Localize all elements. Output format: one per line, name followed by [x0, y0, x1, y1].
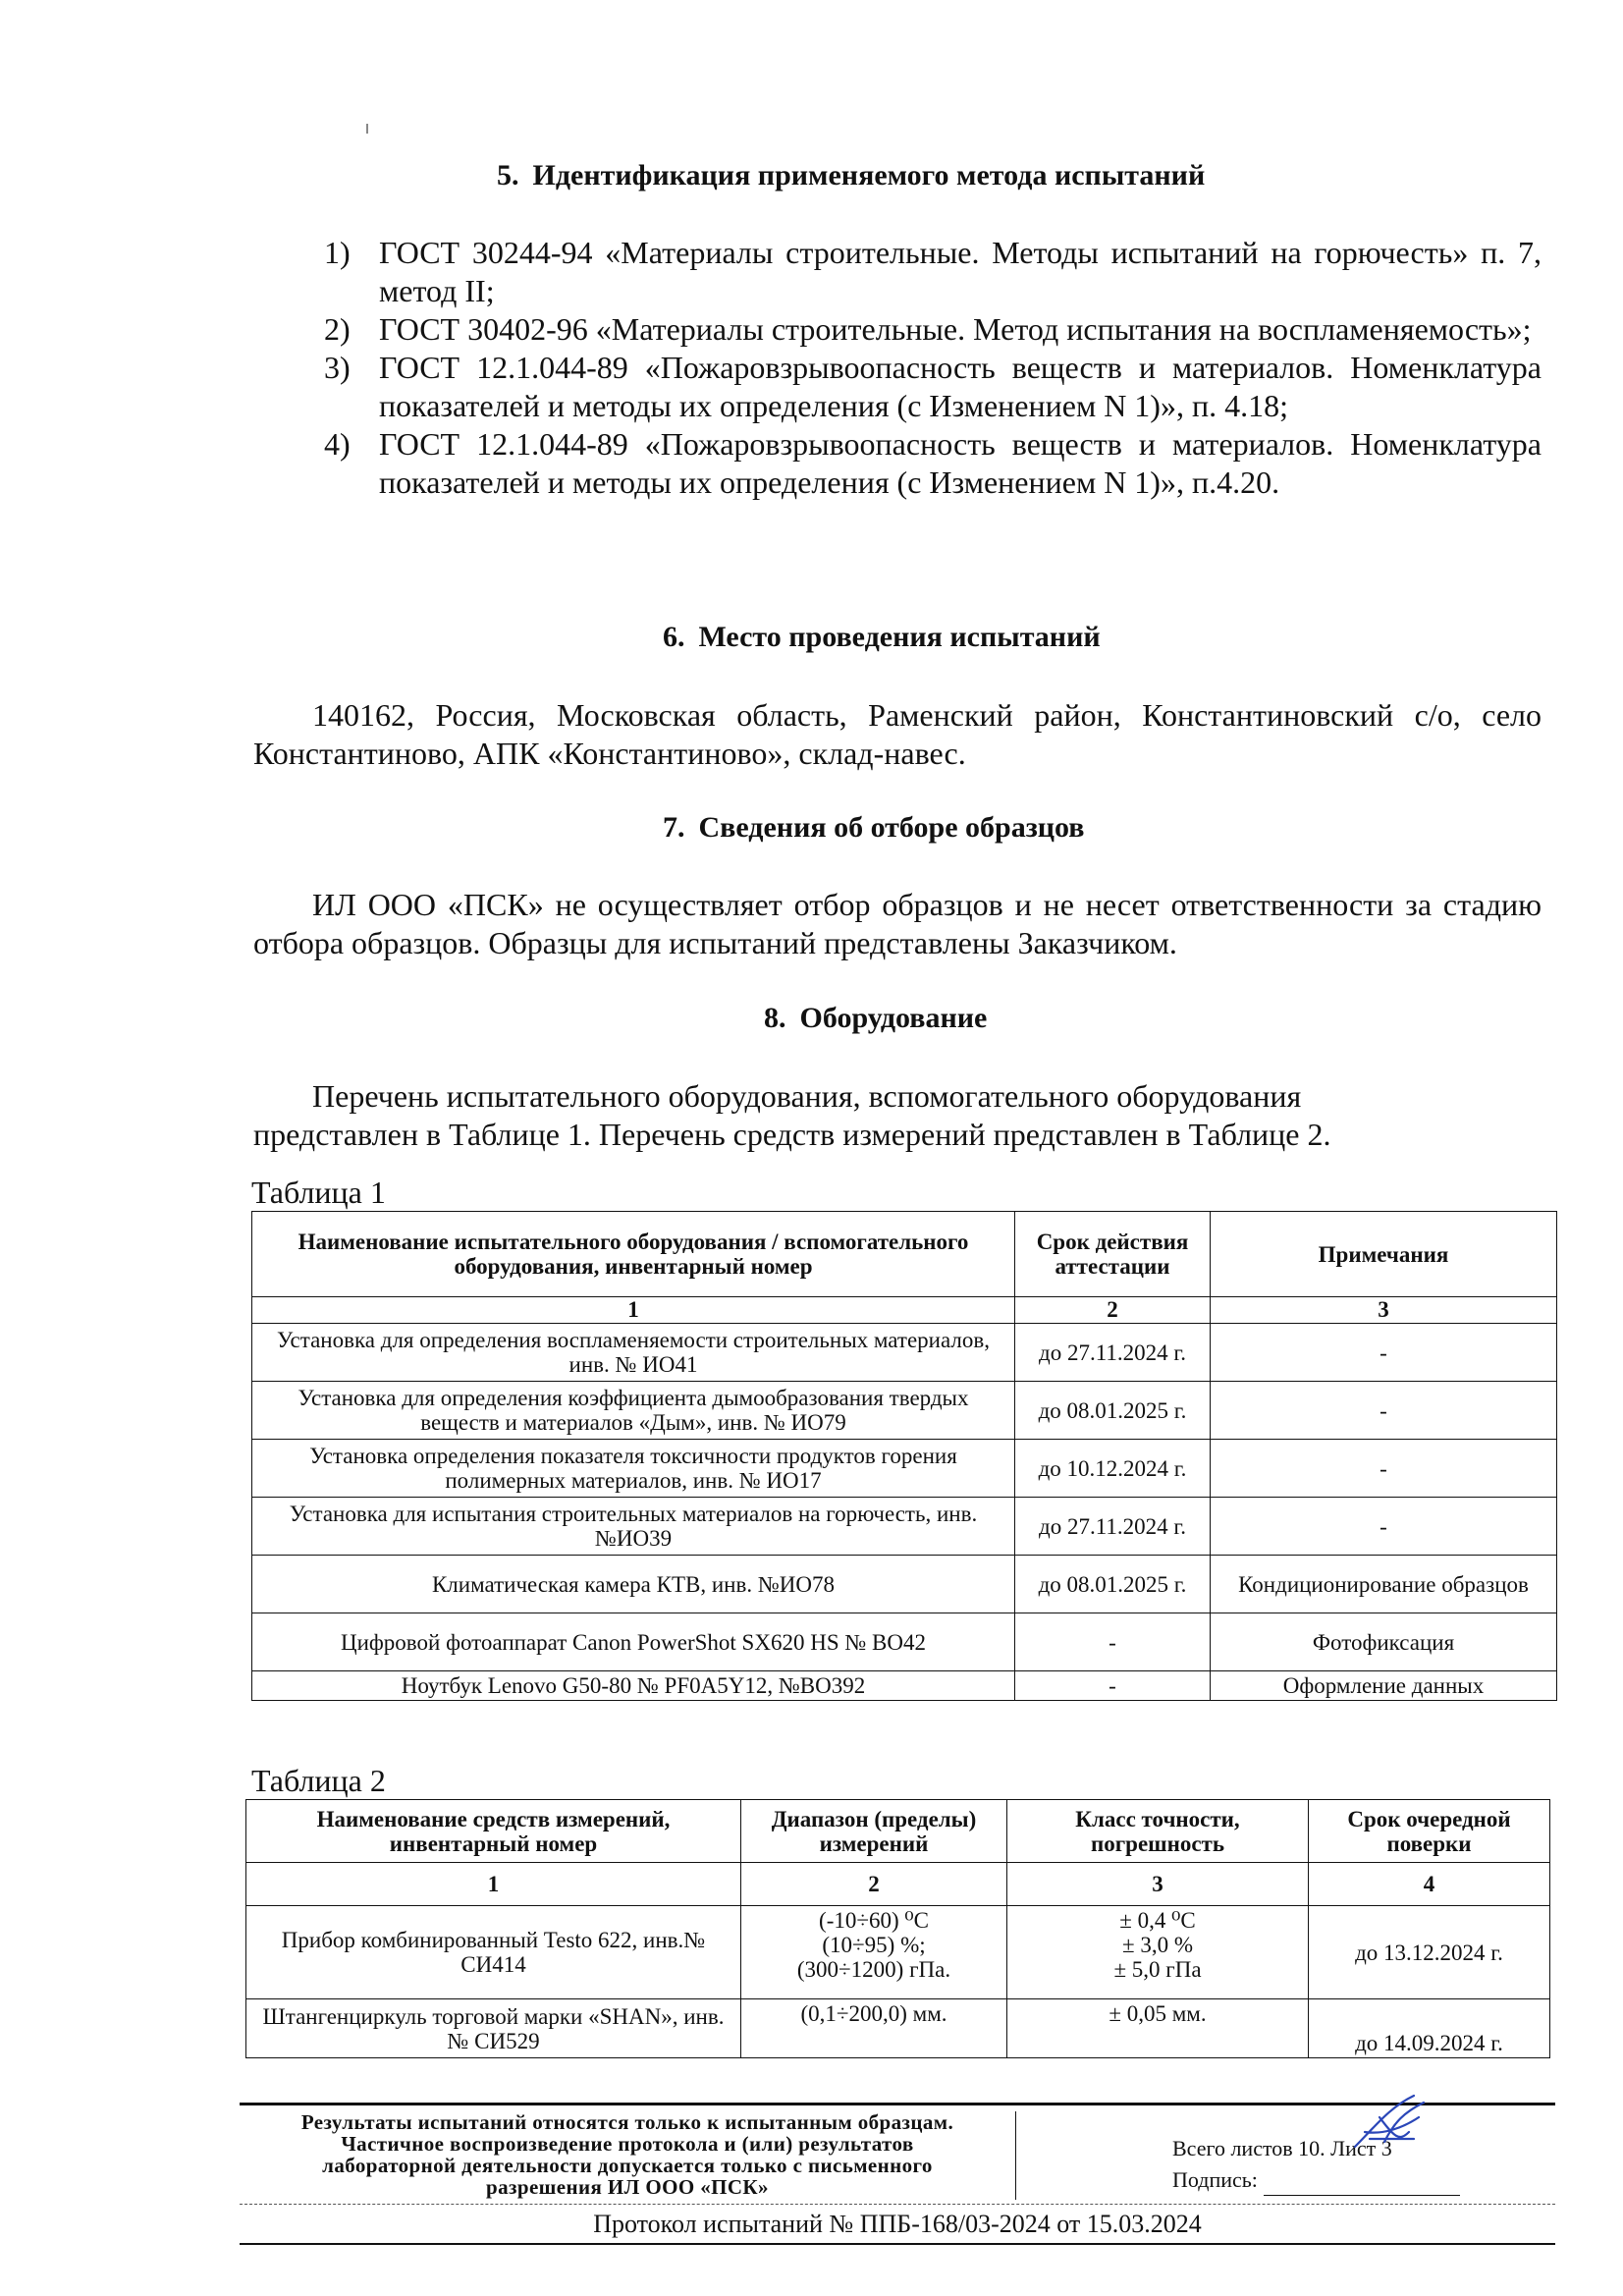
- table-row: Установка для определения коэффициента дымообразования твердых веществ и материалов «Дым», инв. № ИО79 до 08.01.2025 г. -: [252, 1382, 1557, 1440]
- column-header: Срок действия аттестации: [1015, 1212, 1211, 1297]
- signature-icon: [1345, 2088, 1434, 2157]
- section-number: 5.: [497, 159, 519, 191]
- table-row: Штангенциркуль торговой марки «SHAN», инв. № СИ529 (0,1÷200,0) мм. ± 0,05 мм. до 14.09.2024 г.: [246, 1999, 1550, 2058]
- instruments-table: [245, 1799, 1550, 2058]
- methods-list: [324, 234, 1542, 502]
- list-item: 1) ГОСТ 30244-94 «Материалы строительные. Методы испытаний на горючесть» п. 7, метод II;: [324, 235, 1542, 308]
- location-paragraph: 140162, Россия, Московская область, Раменский район, Константиновский с/о, село Константиново, АПК «Константиново», склад-навес.: [253, 697, 1542, 771]
- column-number-row: 1 2 3 4: [246, 1863, 1550, 1906]
- equipment-table: [251, 1211, 1557, 1701]
- table-header-row: [252, 1212, 1557, 1297]
- sampling-paragraph: ИЛ ООО «ПСК» не осуществляет отбор образцов и не несет ответственности за стадию отбора образцов. Образцы для испытаний представлены Заказчиком.: [253, 887, 1542, 960]
- list-item: 3) ГОСТ 12.1.044-89 «Пожаровзрывоопасность веществ и материалов. Номенклатура показателей и методы их определения (с Изменением N 1)», п. 4.18;: [324, 350, 1542, 423]
- scan-mark: [366, 124, 368, 134]
- section-title: Место проведения испытаний: [698, 621, 1101, 653]
- column-header: Наименование испытательного оборудования / вспомогательного оборудования, инвентарный номер: [252, 1212, 1015, 1297]
- sheet-count: Всего листов 10. Лист 3: [1172, 2136, 1392, 2160]
- table-row: Установка для испытания строительных материалов на горючесть, инв. №ИО39 до 27.11.2024 г. -: [252, 1498, 1557, 1556]
- equipment-paragraph: Перечень испытательного оборудования, вспомогательного оборудования представлен в Таблице 1. Перечень средств измерений представлен в Таблице 2.: [253, 1078, 1331, 1152]
- table-1-caption: Таблица 1: [251, 1175, 386, 1210]
- signature-field: Подпись:: [1172, 2164, 1460, 2196]
- section-number: 6.: [663, 621, 685, 653]
- section-title: Оборудование: [799, 1002, 988, 1034]
- table-row: Установка для определения воспламеняемости строительных материалов, инв. № ИО41 до 27.11.2024 г. -: [252, 1324, 1557, 1382]
- table-row: Прибор комбинированный Testo 622, инв.№ СИ414 (-10÷60) ⁰С (10÷95) %; (300÷1200) гПа. ± 0,4 ⁰С ± 3,0 % ± 5,0 гПа до 13.12.2024 г.: [246, 1906, 1550, 1999]
- section-5-heading: [497, 159, 1205, 192]
- list-item: 2) ГОСТ 30402-96 «Материалы строительные. Метод испытания на воспламеняемость»;: [324, 311, 1532, 347]
- section-number: 7.: [663, 811, 685, 844]
- table-2-caption: Таблица 2: [251, 1763, 386, 1798]
- column-header: Наименование средств измерений, инвентарный номер: [246, 1800, 741, 1863]
- footer-disclaimer: Результаты испытаний относятся только к испытанным образцам. Частичное воспроизведение протокола и (или) результатов лабораторной деятельности допускается только с письменного разрешения ИЛ ООО «ПСК»: [240, 2111, 1016, 2200]
- table-row: Установка определения показателя токсичности продуктов горения полимерных материалов, инв. № ИО17 до 10.12.2024 г. -: [252, 1440, 1557, 1498]
- section-title: Сведения об отборе образцов: [698, 811, 1085, 844]
- column-header: Срок очередной поверки: [1309, 1800, 1550, 1863]
- table-header-row: [246, 1800, 1550, 1863]
- section-8-heading: [764, 1002, 987, 1035]
- table-row: Климатическая камера КТВ, инв. №ИО78 до 08.01.2025 г. Кондиционирование образцов: [252, 1556, 1557, 1613]
- list-item: 4) ГОСТ 12.1.044-89 «Пожаровзрывоопасность веществ и материалов. Номенклатура показателей и методы их определения (с Изменением N 1)», п.4.20.: [324, 426, 1542, 500]
- column-number-row: 1 2 3: [252, 1297, 1557, 1324]
- protocol-number: Протокол испытаний № ППБ-168/03-2024 от 15.03.2024: [240, 2210, 1555, 2245]
- section-number: 8.: [764, 1002, 786, 1034]
- table-row: Цифровой фотоаппарат Canon PowerShot SX620 HS № ВО42 - Фотофиксация: [252, 1613, 1557, 1671]
- section-7-heading: [663, 811, 1085, 845]
- column-header: Класс точности, погрешность: [1007, 1800, 1309, 1863]
- section-6-heading: [663, 621, 1101, 654]
- column-header: Диапазон (пределы) измерений: [741, 1800, 1007, 1863]
- section-title: Идентификация применяемого метода испытаний: [532, 159, 1206, 191]
- column-header: Примечания: [1211, 1212, 1557, 1297]
- table-row: Ноутбук Lenovo G50-80 № PF0A5Y12, №ВО392 - Оформление данных: [252, 1671, 1557, 1701]
